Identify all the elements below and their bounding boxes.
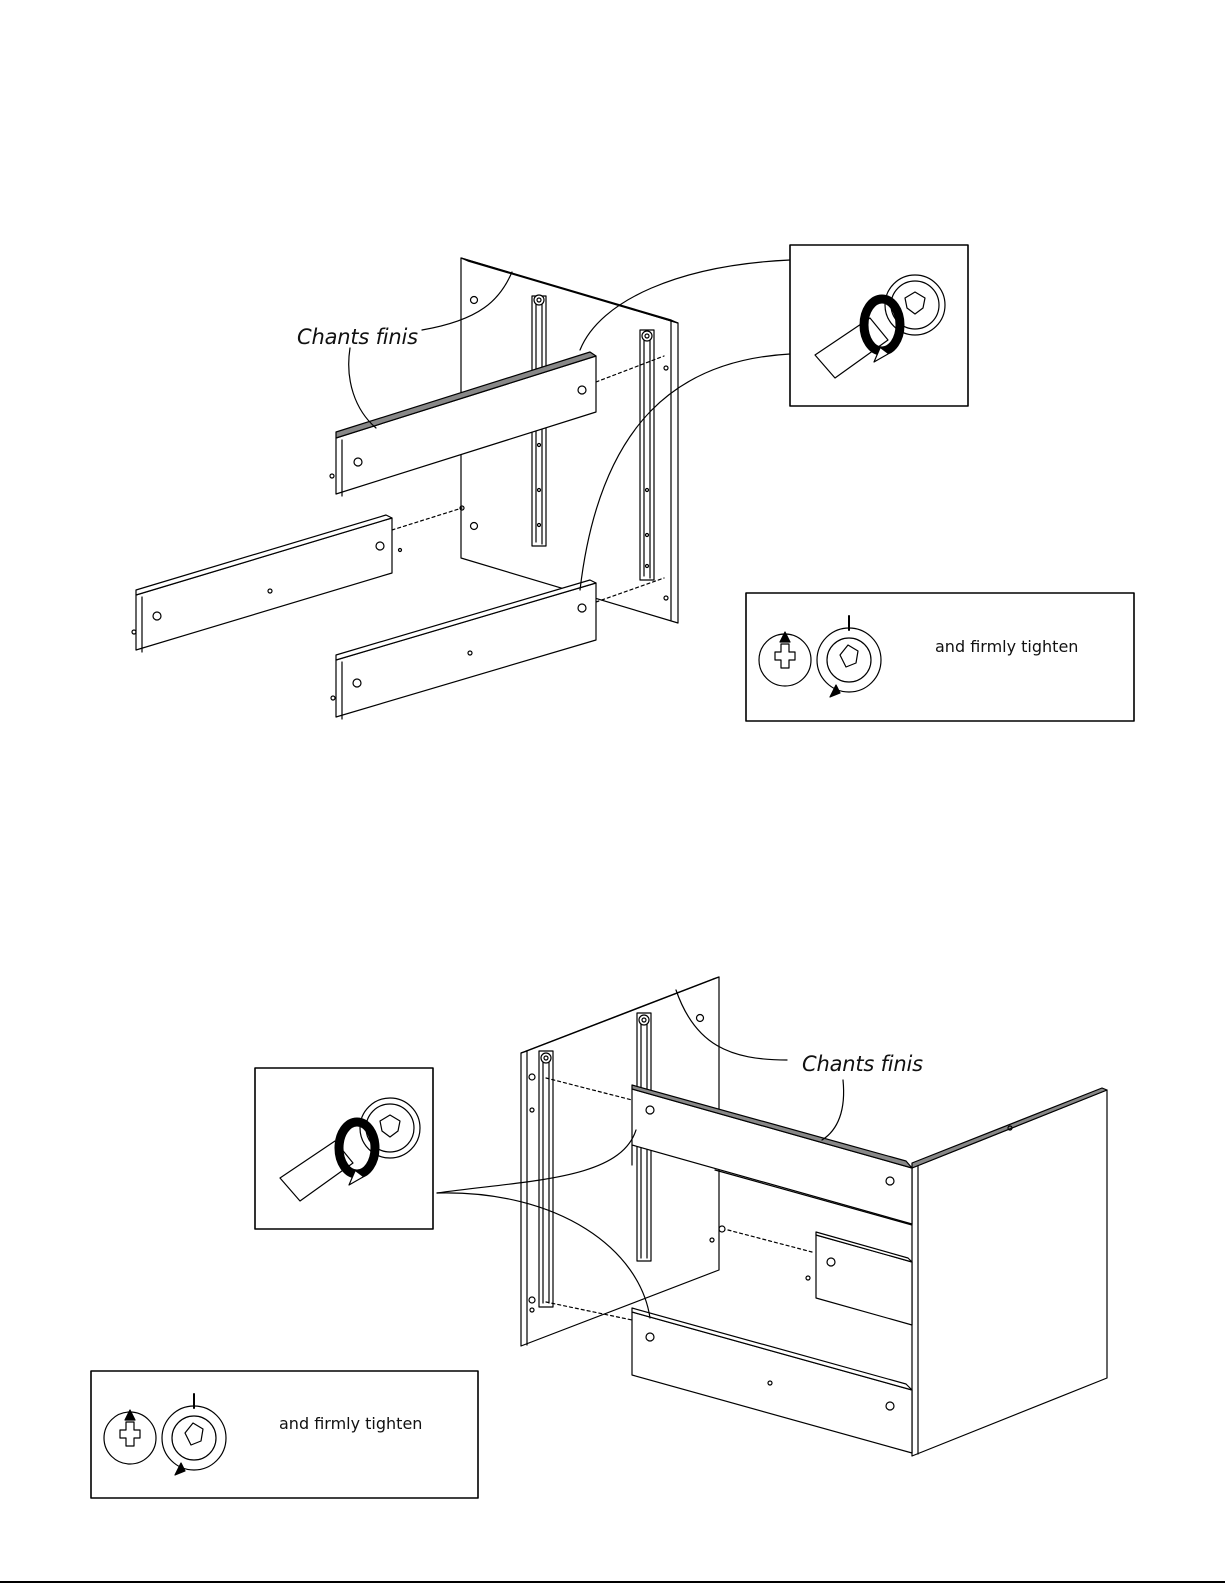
- bottom-rail-2: [632, 1308, 912, 1453]
- left-rail: [132, 515, 402, 652]
- tighten-label-2: and firmly tighten: [279, 1414, 423, 1433]
- tighten-instruction-box: [746, 593, 1134, 721]
- tighten-label: and firmly tighten: [935, 637, 1079, 656]
- middle-panel: [806, 1232, 912, 1325]
- right-side-panel: [912, 1088, 1107, 1456]
- bottom-rail: [331, 580, 596, 719]
- finished-edges-label: Chants finis: [297, 325, 418, 349]
- finished-edges-label-2: Chants finis: [802, 1052, 923, 1076]
- screwdriver-cam-lock-icon: [790, 245, 968, 406]
- screwdriver-cam-lock-icon-2: [255, 1068, 433, 1229]
- tighten-instruction-box-2: [91, 1371, 478, 1498]
- step2-diagram: [91, 977, 1107, 1498]
- drawer-runner-right: [640, 330, 654, 580]
